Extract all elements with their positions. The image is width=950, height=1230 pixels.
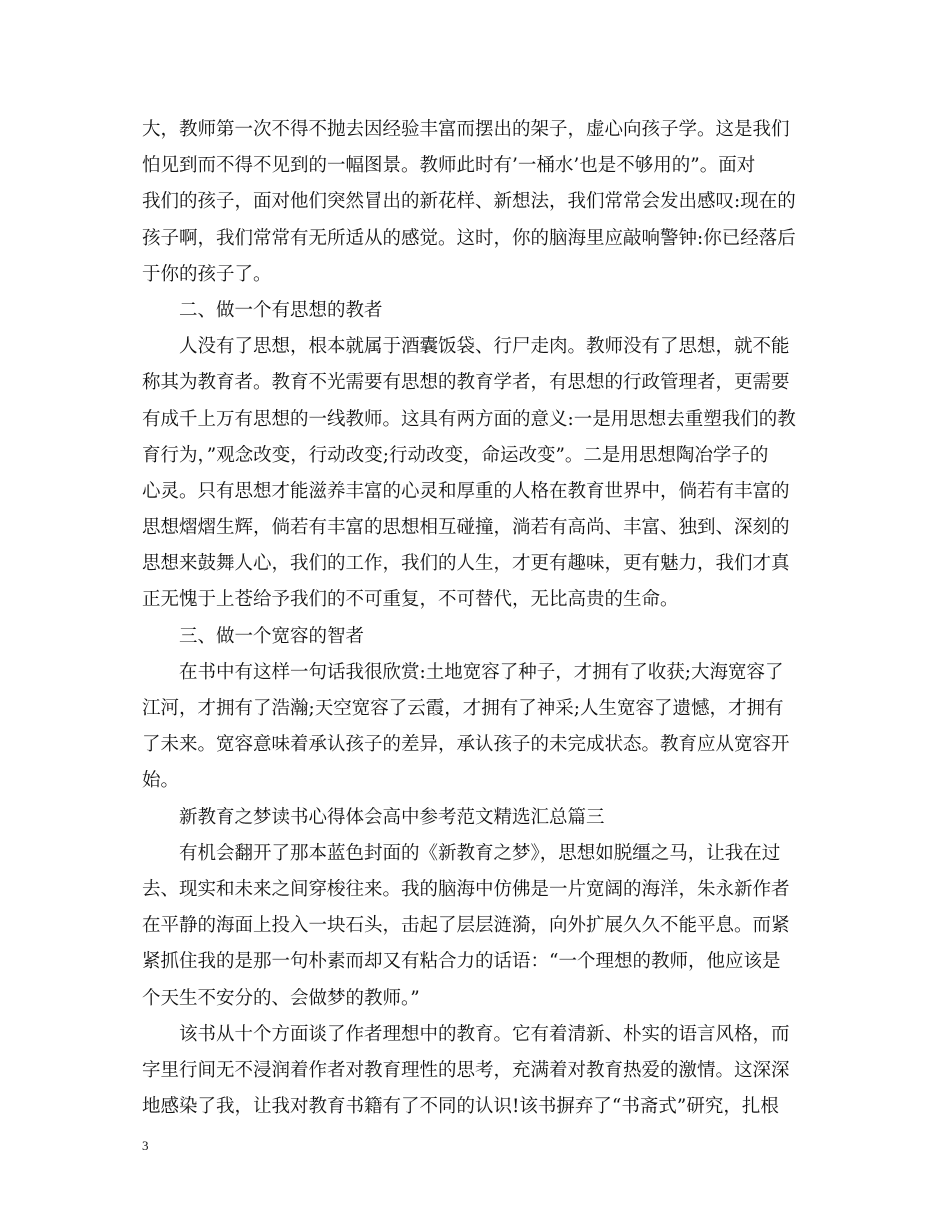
text-line: 心灵。只有思想才能滋养丰富的心灵和厚重的人格在教育世界中，倘若有丰富的 — [142, 480, 790, 502]
text-line: 思想熠熠生辉，倘若有丰富的思想相互碰撞，淌若有高尚、丰富、独到、深刻的 — [142, 517, 790, 539]
text-line: 了未来。宽容意味着承认孩子的差异，承认孩子的未完成状态。教育应从宽容开 — [142, 734, 790, 756]
text-line: 地感染了我，让我对教育书籍有了不同的认识!该书摒弃了“书斋式”研究，扎根 — [142, 1096, 779, 1118]
text-line: 始。 — [142, 770, 180, 792]
text-line: 人没有了思想，根本就属于酒囊饭袋、行尸走肉。教师没有了思想，就不能 — [142, 336, 790, 358]
text-line: 有机会翻开了那本蓝色封面的《新教育之梦》，思想如脱缰之马，让我在过 — [142, 842, 781, 864]
text-line: 该书从十个方面谈了作者理想中的教育。它有着清新、朴实的语言风格，而 — [142, 1023, 790, 1045]
text-line: 在书中有这样一句话我很欣赏:土地宽容了种子，才拥有了收获;大海宽容了 — [142, 661, 784, 683]
text-line: 去、现实和未来之间穿梭往来。我的脑海中仿佛是一片宽阔的海洋，朱永新作者 — [142, 878, 790, 900]
text-line: 怕见到而不得不见到的一幅图景。教师此时有’一桶水’也是不够用的”。面对 — [142, 155, 756, 177]
body-text — [142, 112, 810, 1125]
text-line: 字里行间无不浸润着作者对教育理性的思考，充满着对教育热爱的激情。这深深 — [142, 1059, 790, 1081]
page-number: 3 — [142, 1138, 149, 1153]
section-heading: 二、做一个有思想的教者 — [142, 299, 383, 321]
text-line: 个天生不安分的、会做梦的教师。” — [142, 987, 420, 1009]
text-line: 于你的孩子了。 — [142, 263, 272, 285]
text-line: 有成千上万有思想的一线教师。这具有两方面的意义:一是用思想去重塑我们的教 — [142, 408, 796, 430]
text-line: 思想来鼓舞人心，我们的工作，我们的人生，才更有趣味，更有魅力，我们才真 — [142, 553, 790, 575]
section-heading: 三、做一个宽容的智者 — [142, 625, 365, 647]
section-heading: 新教育之梦读书心得体会高中参考范文精选汇总篇三 — [142, 806, 605, 828]
text-line: 大，教师第一次不得不抛去因经验丰富而摆出的架子，虚心向孩子学。这是我们 — [142, 119, 790, 140]
text-line: 江河，才拥有了浩瀚;天空宽容了云霞，才拥有了神采;人生宽容了遗憾，才拥有 — [142, 698, 784, 719]
text-line: 正无愧于上苍给予我们的不可重复，不可替代，无比高贵的生命。 — [142, 589, 679, 611]
text-line: 孩子啊，我们常常有无所适从的感觉。这时，你的脑海里应敲响警钟:你已经落后 — [142, 227, 796, 249]
text-line: 我们的孩子，面对他们突然冒出的新花样、新想法，我们常常会发出感叹:现在的 — [142, 191, 796, 213]
text-line: 育行为，”观念改变，行动改变;行动改变，命运改变”。二是用思想陶冶学子的 — [142, 444, 769, 466]
text-line: 称其为教育者。教育不光需要有思想的教育学者，有思想的行政管理者，更需要 — [142, 372, 790, 394]
text-line: 紧抓住我的是那一句朴素而却又有粘合力的话语：“一个理想的教师，他应该是 — [142, 951, 781, 973]
text-line: 在平静的海面上投入一块石头，击起了层层涟漪，向外扩展久久不能平息。而紧 — [142, 915, 790, 937]
